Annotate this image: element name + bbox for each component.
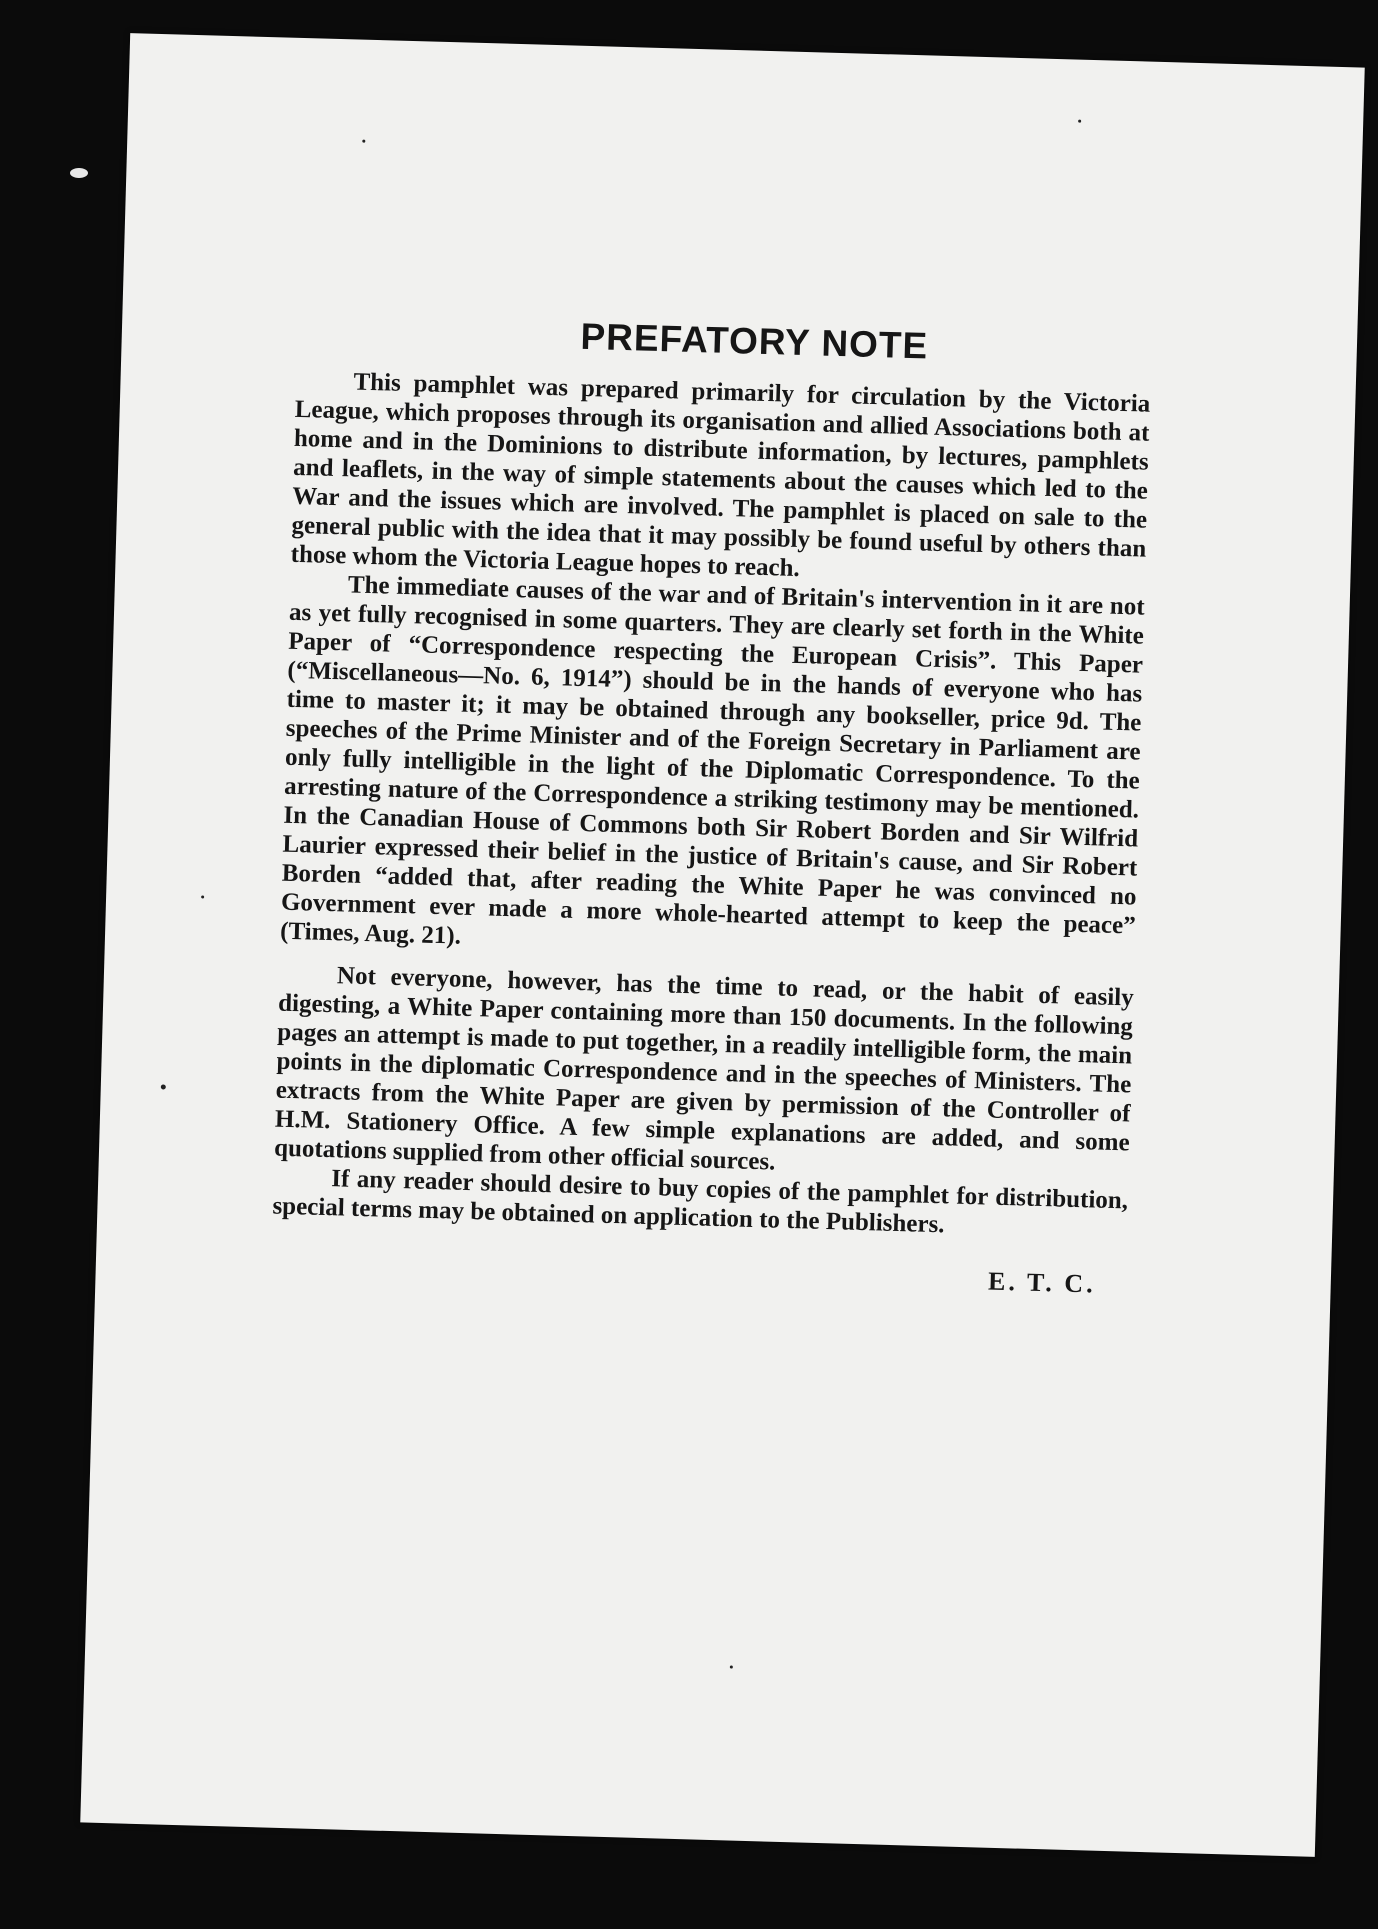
dust-speck	[730, 1665, 733, 1668]
paragraph-3: Not everyone, however, has the time to read, or the habit of easily digesting, a White Paper containing more than 150 documents. In the following pages an attempt is made to put together, in a readily intelligible form, the main points in the diplomatic Correspondence and in the speeches of Ministers. The extracts from the White Paper are given by permission of the Controller of H.M. Stationery Office. A few simple explanations are added, and some quotations supplied from other official sources.	[273, 962, 1135, 1176]
text-block	[271, 308, 1153, 1300]
dust-speck	[362, 140, 365, 143]
paragraph-4: If any reader should desire to buy copies of the pamphlet for distribution, special terms may be obtained on application to the Publishers.	[272, 1165, 1129, 1239]
page-title: PREFATORY NOTE	[579, 315, 929, 367]
paragraph-1: This pamphlet was prepared primarily for circulation by the Victoria League, which proposes through its organisation and allied Associations both at home and in the Dominions to distribute information, by lectures, pamphlets and leaflets, in the way of simple statements about the causes which led to the War and the issues which are involved. The pamphlet is placed on sale to the general public with the idea that it may possibly be found useful by others than those whom the Victoria League hopes to reach.	[290, 368, 1151, 583]
dust-speck	[1078, 120, 1081, 123]
edge-mark	[70, 168, 88, 178]
paragraph-2: The immediate causes of the war and of Britain's intervention in it are not as yet fully recognised in some quarters. They are clearly set forth in the White Paper of “Correspondence respecting the European Crisis”. This Paper (“Miscellaneous—No. 6, 1914”) should be in the hands of everyone who has time to master it; it may be obtained through any bookseller, price 9d. The speeches of the Prime Minister and of the Foreign Secretary in Parliament are only fully intelligible in the light of the Diplomatic Correspondence. To the arresting nature of the Correspondence a striking testimony may be mentioned. In the Canadian House of Commons both Sir Robert Borden and Sir Wilfrid Laurier expressed their belief in the justice of Britain's cause, and Sir Robert Borden “added that, after reading the White Paper he was convinced no Government ever made a more whole-hearted attempt to keep the peace” (Times, Aug. 21).	[279, 571, 1145, 950]
dust-speck	[161, 1084, 166, 1089]
dust-speck	[201, 895, 204, 898]
signature-initials: E. T. C.	[987, 1266, 1097, 1299]
document-page	[80, 33, 1364, 1857]
